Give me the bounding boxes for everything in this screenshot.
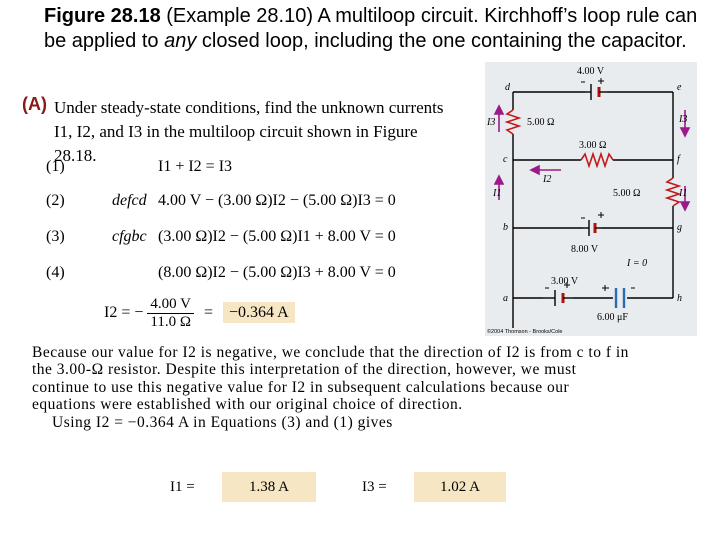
i1-label: I1 =	[170, 479, 195, 495]
node-c: c	[503, 154, 508, 165]
current-label-i2: I2	[543, 174, 552, 185]
equation-number: (2)	[46, 192, 65, 209]
node-a: a	[503, 293, 508, 304]
current-label-i1-right: I1	[679, 188, 688, 199]
part-label: (A)	[22, 94, 47, 114]
figure-label: Figure 28.18	[44, 5, 161, 27]
using-line: Using I2 = −0.364 A in Equations (3) and (1) gives	[52, 413, 393, 431]
loop-name: defcd	[112, 192, 147, 209]
caption-emphasis: any	[164, 30, 197, 52]
i3-result: 1.02 A	[414, 472, 506, 502]
i3-label: I3 =	[362, 479, 387, 495]
loop-name: cfgbc	[112, 228, 147, 245]
equation-number: (3)	[46, 228, 65, 245]
equation-body: 4.00 V − (3.00 Ω)I2 − (5.00 Ω)I3 = 0	[158, 192, 396, 209]
equation-body: I1 + I2 = I3	[158, 158, 233, 175]
current-label-i3-right: I3	[679, 114, 688, 125]
node-f: f	[677, 154, 680, 165]
fraction-numerator: 4.00 V	[147, 296, 194, 314]
intro-text: Under steady-state conditions, find the unknown currents I1, I2, and I3 in the multiloop circuit shown in Figure 28.18.	[54, 98, 444, 165]
resistor-right-label: 5.00 Ω	[613, 188, 641, 199]
equation-body: (8.00 Ω)I2 − (5.00 Ω)I3 + 8.00 V = 0	[158, 264, 396, 281]
equation-number: (4)	[46, 264, 65, 281]
battery-bottom-label: 3.00 V	[551, 276, 579, 287]
i2-lhs: I2 = −	[104, 304, 144, 322]
node-g: g	[677, 222, 682, 233]
zero-current-label: I = 0	[627, 258, 648, 269]
circuit-diagram	[485, 62, 697, 336]
node-b: b	[503, 222, 508, 233]
copyright-notice: ©2004 Thomson - Brooks/Cole	[487, 329, 563, 335]
capacitor-label: 6.00 μF	[597, 312, 628, 323]
resistor-left-label: 5.00 Ω	[527, 117, 555, 128]
caption-text-end: closed loop, including the one containing the capacitor.	[196, 30, 687, 52]
equation-body: (3.00 Ω)I2 − (5.00 Ω)I1 + 8.00 V = 0	[158, 228, 396, 245]
current-label-i3-left: I3	[487, 117, 496, 128]
diagram-background	[485, 62, 697, 336]
battery-middle-label: 8.00 V	[571, 244, 599, 255]
explanation-text: Because our value for I2 is negative, we conclude that the direction of I2 is from c to f in the 3.00-Ω resistor. Despite this interpretation of the direction, however, we must continue to use this negative value for I2 in subsequent calculations because our equations were established with our original choice of direction.	[32, 344, 629, 414]
explanation-paragraph	[32, 344, 632, 431]
current-label-i1-left: I1	[493, 188, 502, 199]
node-h: h	[677, 293, 682, 304]
equals-sign: =	[203, 304, 213, 322]
caption-text: (Example 28.10) A multiloop circuit. Kirchhoff’s loop rule can be applied to	[44, 5, 698, 52]
equation-number: (1)	[46, 158, 65, 175]
i2-fraction	[147, 296, 194, 331]
resistor-middle-label: 3.00 Ω	[579, 140, 607, 151]
i2-solution	[104, 296, 295, 331]
battery-top-label: 4.00 V	[577, 66, 605, 77]
fraction-denominator: 11.0 Ω	[150, 314, 191, 330]
node-d: d	[505, 82, 510, 93]
i2-result: −0.364 A	[223, 302, 295, 323]
i1-result: 1.38 A	[222, 472, 316, 502]
node-e: e	[677, 82, 682, 93]
